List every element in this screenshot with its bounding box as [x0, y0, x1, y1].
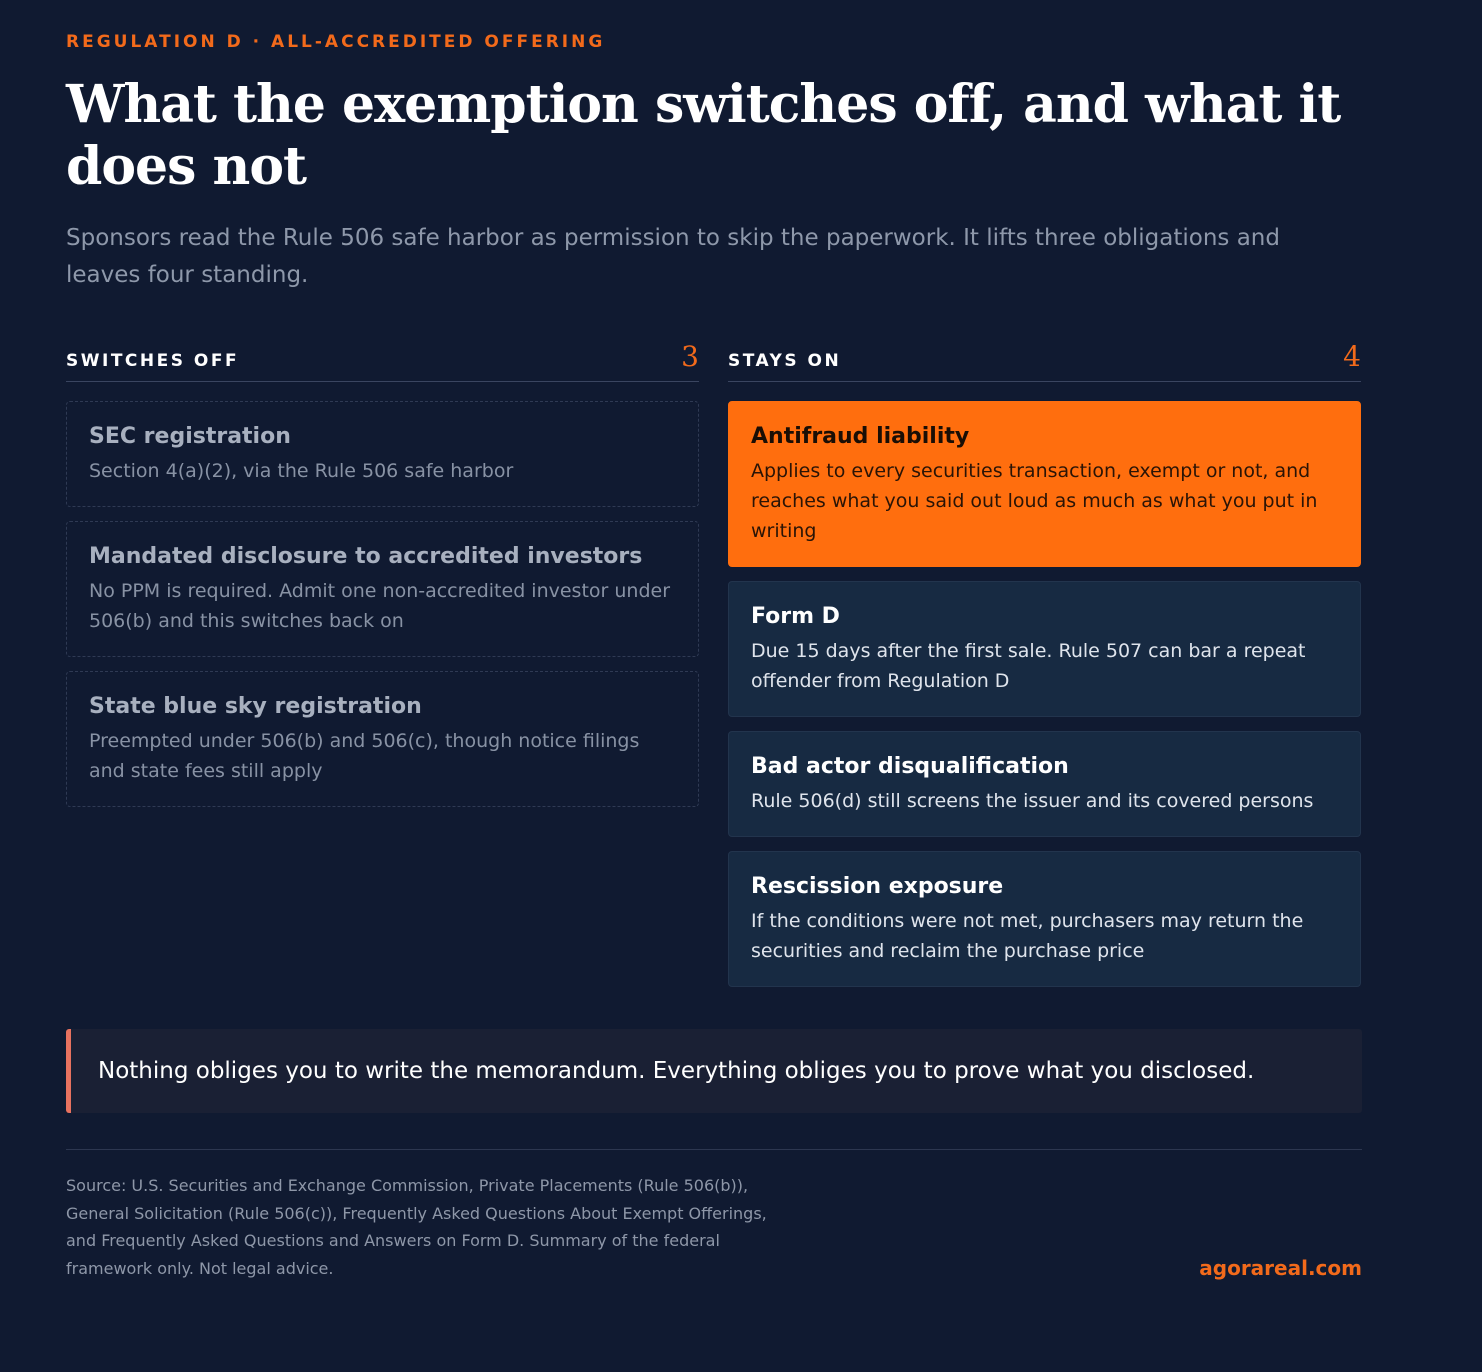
stays-on-header — [728, 336, 1361, 382]
card-title: Bad actor disqualification — [751, 754, 1069, 779]
page-subtitle: Sponsors read the Rule 506 safe harbor as permission to skip the paperwork. It lifts three obligations and leaves four standing. — [66, 225, 1280, 288]
card-body: Due 15 days after the first sale. Rule 507 can bar a repeat offender from Regulation D — [751, 640, 1306, 692]
card-body: Section 4(a)(2), via the Rule 506 safe harbor — [89, 460, 514, 482]
footer-divider — [66, 1149, 1362, 1150]
callout-text: Nothing obliges you to write the memorandum. Everything obliges you to prove what you disclosed. — [98, 1058, 1255, 1084]
stays-on-card — [728, 581, 1361, 717]
source-note: Source: U.S. Securities and Exchange Commission, Private Placements (Rule 506(b)), General Solicitation (Rule 506(c)), Frequently Asked Questions About Exempt Offerings, and Frequently Asked Questions and Answers on Form D. Summary of the federal framework only. Not legal advice. — [66, 1176, 767, 1278]
callout-quote — [66, 1029, 1362, 1113]
stays-on-card — [728, 851, 1361, 987]
eyebrow: REGULATION D · ALL-ACCREDITED OFFERING — [66, 32, 606, 52]
card-title: State blue sky registration — [89, 694, 422, 719]
switches-off-header — [66, 336, 699, 382]
stays-on-card-highlighted — [728, 401, 1361, 567]
switches-off-list — [66, 401, 699, 807]
brand-link[interactable]: agorareal.com — [1199, 1256, 1362, 1280]
stays-on-card — [728, 731, 1361, 837]
comparison-columns — [66, 336, 1362, 987]
card-title: Mandated disclosure to accredited investors — [89, 544, 643, 569]
switches-off-count: 3 — [681, 340, 699, 373]
stays-on-label: STAYS ON — [728, 351, 842, 371]
card-body: Applies to every securities transaction, exempt or not, and reaches what you said out loud as much as what you put in writing — [751, 460, 1318, 542]
switches-off-column — [66, 336, 699, 987]
switches-off-card — [66, 671, 699, 807]
page-title: What the exemption switches off, and what it does not — [66, 74, 1341, 197]
card-body: Preempted under 506(b) and 506(c), though notice filings and state fees still apply — [89, 730, 640, 782]
switches-off-card — [66, 521, 699, 657]
stays-on-list — [728, 401, 1361, 987]
switches-off-label: SWITCHES OFF — [66, 351, 240, 371]
stays-on-count: 4 — [1343, 340, 1361, 373]
card-body: No PPM is required. Admit one non-accredited investor under 506(b) and this switches back on — [89, 580, 671, 632]
card-body: Rule 506(d) still screens the issuer and its covered persons — [751, 790, 1314, 812]
card-title: Rescission exposure — [751, 874, 1004, 899]
switches-off-card — [66, 401, 699, 507]
card-title: Antifraud liability — [751, 424, 970, 449]
card-title: SEC registration — [89, 424, 291, 449]
card-title: Form D — [751, 604, 840, 629]
stays-on-column — [728, 336, 1361, 987]
card-body: If the conditions were not met, purchasers may return the securities and reclaim the purchase price — [751, 910, 1304, 962]
